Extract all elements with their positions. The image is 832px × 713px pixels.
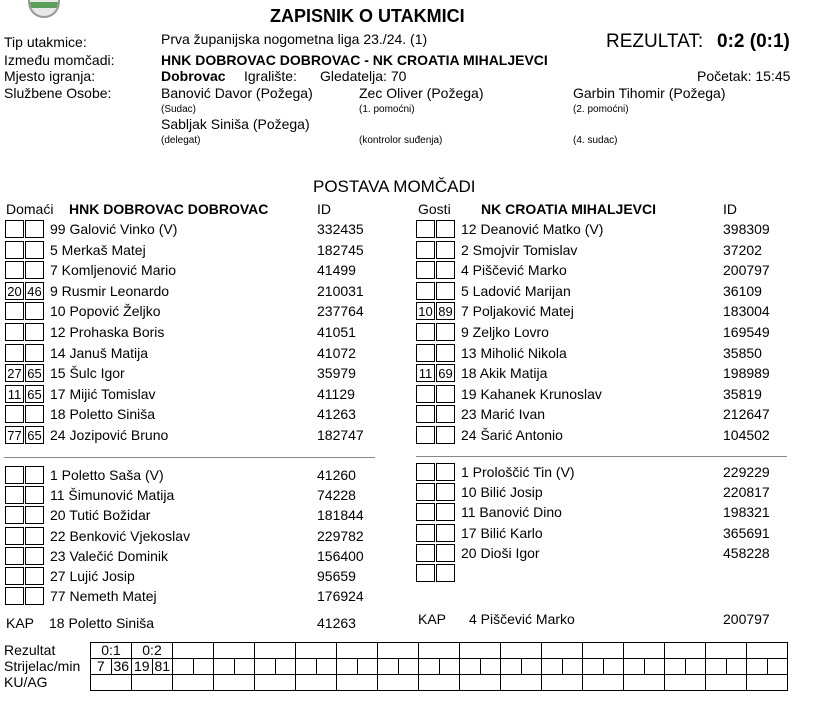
minute-box: 65 — [25, 426, 44, 444]
minute-box — [5, 506, 24, 524]
player-name: 24 Jozipović Bruno — [50, 427, 169, 443]
player-name: 7 Poljaković Matej — [461, 303, 574, 320]
minute-box — [25, 547, 44, 565]
minute-box — [25, 567, 44, 585]
minute-box — [25, 241, 44, 259]
officials-label: Službene Osobe: — [4, 85, 112, 101]
minute-box — [436, 405, 455, 423]
grid-cell — [91, 675, 132, 691]
match-type-label: Tip utakmice: — [4, 34, 87, 50]
grid-cell — [378, 659, 399, 675]
grid-cell — [234, 659, 255, 675]
minute-box — [5, 344, 24, 362]
player-name: 20 Dioši Igor — [461, 544, 540, 561]
official-role: (1. pomoćni) — [359, 104, 415, 115]
player-name: 2 Smojvir Tomislav — [461, 241, 578, 258]
grid-cell — [562, 659, 583, 675]
place-label: Mjesto igranja: — [4, 68, 96, 84]
player-name: 23 Valečić Dominik — [50, 547, 169, 564]
grid-cell — [603, 659, 624, 675]
divider — [416, 456, 787, 457]
grid-cell — [706, 675, 747, 691]
grid-cell — [521, 659, 542, 675]
place: Dobrovac — [161, 68, 226, 84]
player-id: 229229 — [723, 464, 770, 480]
player-name: 14 Januš Matija — [50, 344, 149, 361]
player-name: 1 Prološčić Tin (V) — [461, 464, 575, 480]
minute-box — [416, 261, 435, 279]
player-name: 18 Akik Matija — [461, 365, 548, 382]
page-title: ZAPISNIK O UTAKMICI — [270, 6, 465, 26]
grid-cell — [214, 675, 255, 691]
grid-cell — [337, 659, 358, 675]
lineup-title: POSTAVA MOMČADI — [313, 177, 476, 196]
official-role: (2. pomoćni) — [573, 104, 629, 115]
home-captain: 18 Poletto Siniša — [49, 615, 155, 631]
official-role: (delegat) — [161, 135, 201, 146]
grid-cell — [193, 659, 214, 675]
minute-box — [5, 567, 24, 585]
away-id-header: ID — [723, 201, 737, 217]
grid-cell — [747, 643, 788, 659]
grid-cell — [460, 659, 481, 675]
official-name: Garbin Tihomir (Požega) — [573, 85, 726, 101]
player-name: 11 Šimunović Matija — [50, 487, 175, 504]
player-id: 183004 — [723, 303, 770, 320]
player-name: 27 Lujić Josip — [50, 568, 135, 584]
minute-box — [416, 483, 435, 501]
player-id: 36109 — [723, 282, 762, 299]
player-id: 182747 — [317, 427, 364, 443]
away-label: Gosti — [418, 201, 451, 217]
player-name: 24 Šarić Antonio — [461, 427, 563, 443]
player-name: 23 Marić Ivan — [461, 406, 546, 423]
minute-box — [416, 385, 435, 403]
player-id: 212647 — [723, 406, 770, 423]
minute-box — [25, 323, 44, 341]
home-label: Domaći — [6, 201, 54, 217]
official-role: (Sudac) — [161, 104, 197, 115]
away-captain-label: KAP — [418, 611, 447, 627]
player-id: 458228 — [723, 544, 770, 561]
player-name: 10 Bilić Josip — [461, 484, 543, 501]
grid-cell — [419, 675, 460, 691]
player-name: 1 Poletto Saša (V) — [50, 467, 164, 483]
home-captain-label: KAP — [6, 615, 35, 631]
minute-box — [436, 282, 455, 300]
minute-box — [25, 486, 44, 504]
grid-cell — [378, 643, 419, 659]
player-id: 41072 — [317, 344, 356, 361]
teams: HNK DOBROVAC DOBROVAC - NK CROATIA MIHALJEVCI — [161, 52, 548, 68]
grid-cell — [255, 675, 296, 691]
player-name: 13 Miholić Nikola — [461, 344, 567, 361]
player-name: 4 Piščević Marko — [461, 262, 567, 279]
grid-cell — [214, 659, 235, 675]
away-captain-id: 200797 — [723, 611, 770, 627]
grid-cell — [460, 643, 501, 659]
grid-cell — [583, 659, 604, 675]
grid-cell — [747, 659, 768, 675]
grid-cell — [296, 643, 337, 659]
grid-cell — [542, 675, 583, 691]
player-name: 19 Kahanek Krunoslav — [461, 385, 602, 402]
grid-cell — [706, 659, 727, 675]
grid-cell — [296, 675, 337, 691]
minute-box — [436, 544, 455, 562]
player-id: 156400 — [317, 547, 364, 564]
player-id: 200797 — [723, 262, 770, 279]
player-id: 169549 — [723, 324, 770, 340]
between-label: Između momčadi: — [4, 52, 115, 68]
player-name: 17 Mijić Tomislav — [50, 385, 156, 402]
grid-row-label: Rezultat — [4, 642, 56, 658]
minute-box — [25, 527, 44, 545]
grid-cell — [767, 659, 788, 675]
away-captain: 4 Piščević Marko — [469, 611, 575, 627]
grid-cell — [665, 675, 706, 691]
player-id: 398309 — [723, 221, 770, 237]
minute-box — [25, 302, 44, 320]
grid-cell — [542, 659, 563, 675]
minute-box — [436, 344, 455, 362]
grid-cell — [644, 659, 665, 675]
grid-cell — [480, 659, 501, 675]
minute-box — [25, 506, 44, 524]
minute-box — [25, 466, 44, 484]
minute-box — [25, 587, 44, 605]
minute-box — [5, 261, 24, 279]
minute-box: 11 — [416, 364, 435, 382]
minute-box — [436, 323, 455, 341]
minute-box — [436, 524, 455, 542]
start-time: Početak: 15:45 — [697, 68, 791, 84]
minute-box — [25, 220, 44, 238]
grid-cell — [706, 643, 747, 659]
player-id: 41499 — [317, 262, 356, 279]
grid-cell — [542, 643, 583, 659]
player-id: 332435 — [317, 221, 364, 237]
minute-box — [436, 564, 455, 582]
minute-box — [436, 385, 455, 403]
spectators: Gledatelja: 70 — [320, 68, 407, 84]
minute-box — [5, 486, 24, 504]
minute-box: 20 — [5, 282, 24, 300]
minute-box — [5, 547, 24, 565]
minute-box: 77 — [5, 426, 24, 444]
player-name: 17 Bilić Karlo — [461, 524, 543, 541]
minute-box — [416, 282, 435, 300]
grid-cell — [357, 659, 378, 675]
minute-box — [5, 587, 24, 605]
minute-box — [416, 220, 435, 238]
minute-box: 65 — [25, 385, 44, 403]
minute-box — [5, 302, 24, 320]
grid-cell — [685, 659, 706, 675]
grid-cell — [726, 659, 747, 675]
player-name: 99 Galović Vinko (V) — [50, 221, 178, 237]
player-name: 9 Rusmir Leonardo — [50, 282, 170, 299]
grid-cell: 7 — [91, 659, 112, 675]
player-name: 15 Šulc Igor — [50, 365, 125, 382]
grid-cell — [501, 643, 542, 659]
result-label: REZULTAT: — [606, 31, 704, 52]
grid-cell — [583, 643, 624, 659]
minute-box — [436, 261, 455, 279]
grid-cell — [583, 675, 624, 691]
home-id-header: ID — [317, 201, 331, 217]
player-name: 22 Benković Vjekoslav — [50, 527, 191, 544]
player-id: 210031 — [317, 282, 364, 299]
result-grid — [0, 642, 788, 691]
grid-row-label: KU/AG — [4, 674, 48, 690]
minute-box — [416, 426, 435, 444]
player-name: 12 Deanović Matko (V) — [461, 221, 604, 237]
official-name: Zec Oliver (Požega) — [359, 85, 484, 101]
official-name: Banović Davor (Požega) — [161, 85, 313, 101]
pitch-label: Igralište: — [244, 68, 297, 84]
away-team-name: NK CROATIA MIHALJEVCI — [481, 201, 656, 217]
minute-box — [436, 426, 455, 444]
minute-box — [5, 405, 24, 423]
player-id: 35979 — [317, 365, 356, 382]
grid-cell — [173, 659, 194, 675]
minute-box — [416, 564, 435, 582]
minute-box: 46 — [25, 282, 44, 300]
league-logo — [28, 0, 60, 18]
player-id: 181844 — [317, 507, 364, 524]
player-id: 198989 — [723, 365, 770, 382]
grid-cell — [275, 659, 296, 675]
player-name: 10 Popović Željko — [50, 303, 161, 320]
player-name: 20 Tutić Božidar — [50, 507, 151, 524]
player-name: 12 Prohaska Boris — [50, 324, 165, 340]
minute-box: 11 — [5, 385, 24, 403]
grid-cell — [173, 675, 214, 691]
grid-cell — [337, 643, 378, 659]
minute-box: 65 — [25, 364, 44, 382]
player-name: 7 Komljenović Mario — [50, 262, 177, 279]
official-role: (kontrolor suđenja) — [359, 135, 443, 146]
minute-box — [5, 241, 24, 259]
grid-cell — [337, 675, 378, 691]
player-id: 35850 — [723, 344, 762, 361]
player-name: 5 Ladović Marijan — [461, 282, 571, 299]
grid-cell — [255, 659, 276, 675]
minute-box — [5, 466, 24, 484]
minute-box — [416, 524, 435, 542]
grid-cell: 81 — [152, 659, 173, 675]
player-id: 104502 — [723, 427, 770, 443]
minute-box — [416, 323, 435, 341]
minute-box — [25, 261, 44, 279]
home-captain-id: 41263 — [317, 615, 356, 631]
grid-cell — [665, 643, 706, 659]
grid-cell — [624, 659, 645, 675]
grid-cell — [665, 659, 686, 675]
player-id: 176924 — [317, 588, 364, 605]
grid-score: 0:1 — [91, 643, 132, 659]
player-id: 229782 — [317, 527, 364, 544]
minute-box: 69 — [436, 364, 455, 382]
minute-box — [5, 220, 24, 238]
minute-box — [416, 344, 435, 362]
player-id: 198321 — [723, 504, 770, 521]
player-id: 365691 — [723, 524, 770, 541]
player-id: 237764 — [317, 303, 364, 320]
grid-score: 0:2 — [132, 643, 173, 659]
home-team-name: HNK DOBROVAC DOBROVAC — [69, 201, 269, 217]
player-id: 74228 — [317, 487, 356, 504]
minute-box — [436, 220, 455, 238]
match-result: 0:2 (0:1) — [717, 31, 790, 52]
grid-cell — [419, 643, 460, 659]
divider — [4, 457, 375, 458]
minute-box — [5, 323, 24, 341]
grid-cell — [132, 675, 173, 691]
minute-box — [436, 463, 455, 481]
minute-box: 89 — [436, 302, 455, 320]
official-name: Sabljak Siniša (Požega) — [161, 116, 310, 132]
player-name: 18 Poletto Siniša — [50, 406, 156, 423]
player-id: 220817 — [723, 484, 770, 501]
player-name: 11 Banović Dino — [461, 504, 562, 521]
minute-box — [5, 527, 24, 545]
player-id: 41129 — [317, 385, 355, 402]
player-id: 37202 — [723, 241, 762, 258]
minute-box — [436, 483, 455, 501]
grid-cell — [747, 675, 788, 691]
grid-cell — [501, 675, 542, 691]
grid-cell — [255, 643, 296, 659]
grid-cell — [460, 675, 501, 691]
grid-cell — [398, 659, 419, 675]
minute-box: 27 — [5, 364, 24, 382]
official-role: (4. sudac) — [573, 135, 618, 146]
grid-cell — [501, 659, 522, 675]
grid-cell — [296, 659, 317, 675]
minute-box — [416, 405, 435, 423]
player-name: 5 Merkaš Matej — [50, 241, 146, 258]
minute-box — [416, 503, 435, 521]
player-id: 41260 — [317, 467, 356, 483]
match-type: Prva županijska nogometna liga 23./24. (1) — [161, 31, 428, 47]
grid-cell: 19 — [132, 659, 153, 675]
grid-cell — [624, 643, 665, 659]
minute-box — [416, 241, 435, 259]
minute-box — [436, 503, 455, 521]
grid-cell — [316, 659, 337, 675]
player-id: 182745 — [317, 241, 364, 258]
grid-cell — [624, 675, 665, 691]
minute-box: 10 — [416, 302, 435, 320]
grid-cell — [419, 659, 440, 675]
player-id: 95659 — [317, 568, 356, 584]
grid-cell — [378, 675, 419, 691]
player-id: 41051 — [317, 324, 356, 340]
grid-cell — [214, 643, 255, 659]
minute-box — [25, 344, 44, 362]
minute-box — [416, 544, 435, 562]
player-name: 9 Zeljko Lovro — [461, 324, 549, 340]
grid-row-label: Strijelac/min — [4, 658, 81, 674]
grid-cell: 36 — [111, 659, 132, 675]
minute-box — [25, 405, 44, 423]
minute-box — [436, 241, 455, 259]
minute-box — [416, 463, 435, 481]
grid-cell — [439, 659, 460, 675]
grid-cell — [173, 643, 214, 659]
player-id: 35819 — [723, 385, 762, 402]
player-id: 41263 — [317, 406, 356, 423]
player-name: 77 Nemeth Matej — [50, 588, 157, 605]
